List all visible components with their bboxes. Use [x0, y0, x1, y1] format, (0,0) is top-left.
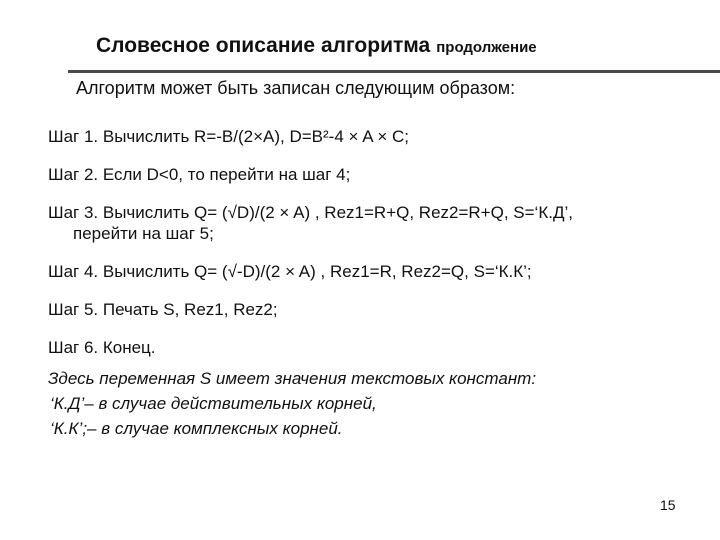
step-1 — [48, 126, 708, 147]
slide-title-suffix: продолжение — [436, 39, 537, 56]
step-3 — [48, 202, 708, 244]
title-divider — [68, 70, 720, 73]
intro-text: Алгоритм может быть записан следующим образом: — [76, 78, 516, 98]
step-3-continuation: перейти на шаг 5; — [73, 224, 214, 243]
step-1-text: Шаг 1. Вычислить R=-B/(2×A), D=B²-4 × A × C; — [48, 127, 410, 146]
step-3-text: Шаг 3. Вычислить Q= (√D)/(2 × A) , Rez1=R+Q, Rez2=R+Q, S=‘К.Д’, — [48, 203, 573, 222]
note-line-2: ‘К.Д’– в случае действительных корней, — [50, 394, 377, 413]
step-5 — [48, 299, 708, 320]
step-4-text: Шаг 4. Вычислить Q= (√-D)/(2 × A) , Rez1=R, Rez2=Q, S=‘К.К’; — [48, 262, 532, 281]
step-5-text: Шаг 5. Печать S, Rez1, Rez2; — [48, 300, 278, 319]
note-line-3: ‘К.К’;– в случае комплексных корней. — [50, 419, 343, 438]
step-2 — [48, 164, 708, 185]
step-6 — [48, 337, 708, 358]
algorithm-steps — [48, 126, 708, 375]
slide-title — [96, 34, 537, 58]
step-2-text: Шаг 2. Если D<0, то перейти на шаг 4; — [48, 165, 351, 184]
step-4 — [48, 261, 708, 282]
page-number: 15 — [660, 497, 676, 513]
note-line-1: Здесь переменная S имеет значения текстовых констант: — [48, 369, 537, 388]
slide-title-main: Словесное описание алгоритма — [96, 34, 431, 57]
note-block — [48, 366, 536, 441]
step-6-text: Шаг 6. Конец. — [48, 338, 156, 357]
